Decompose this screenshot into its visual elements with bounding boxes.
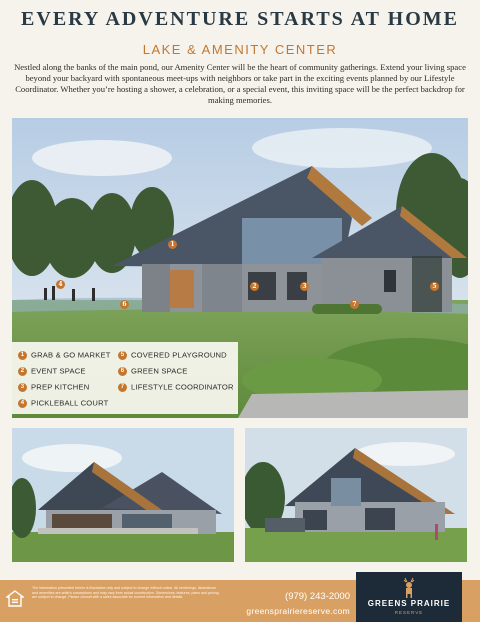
number-badge: 4: [18, 399, 27, 408]
page-title: EVERY ADVENTURE STARTS AT HOME: [21, 8, 459, 30]
amenity-item: 3 PREP KITCHEN: [18, 382, 89, 392]
hero-marker: 2: [250, 282, 259, 291]
hero-marker: 3: [300, 282, 309, 291]
hero-marker: 4: [56, 280, 65, 289]
hero-marker: 5: [430, 282, 439, 291]
brand-subtitle: RESERVE: [394, 610, 424, 615]
legal-disclaimer: The information presented herein is illustrative only and subject to change without notice. All renderings, illustrations and amenities are artist's conceptions and may vary from actual construction. Dimensions, features, plans and pricing are subject to change. Please consult with a sales associate for current information and details.: [32, 586, 219, 600]
intro-paragraph: Nestled along the banks of the main pond, our Amenity Center will be the heart of community gatherings. Extend your living space beyond your backyard with spontaneous meet-ups with neighbors or take part in the exciting events planned by our Lifestyle Coordinator. Whether you’re hosting a shower, a celebration, or a special event, this inviting space will be the perfect backdrop for making memories.: [14, 62, 466, 105]
section-subtitle: LAKE & AMENITY CENTER: [142, 42, 338, 57]
website-link[interactable]: greensprairiereserve.com: [246, 606, 350, 616]
number-badge: 7: [118, 383, 127, 392]
number-badge: 2: [18, 367, 27, 376]
phone-number[interactable]: (979) 243-2000: [285, 591, 350, 602]
brand-name: GREENS PRAIRIE: [367, 599, 451, 608]
number-badge: 1: [18, 351, 27, 360]
number-badge: 5: [118, 351, 127, 360]
number-badge: 3: [18, 383, 27, 392]
amenity-item: 1 GRAB & GO MARKET: [18, 350, 111, 360]
number-badge: 6: [118, 367, 127, 376]
amenity-item: 2 EVENT SPACE: [18, 366, 86, 376]
hero-marker: 1: [168, 240, 177, 249]
hero-marker: 7: [350, 300, 359, 309]
brand-logo: [356, 572, 462, 622]
equal-housing-icon: [6, 590, 24, 608]
amenity-legend: [12, 342, 238, 414]
rendering-thumbnail-right: [245, 428, 467, 562]
lifestyle-center-illustration: [245, 428, 467, 562]
amenity-item: 5 COVERED PLAYGROUND: [118, 350, 227, 360]
amenity-item: 6 GREEN SPACE: [118, 366, 188, 376]
hero-marker: 6: [120, 300, 129, 309]
rendering-thumbnail-left: [12, 428, 234, 562]
amenity-item: 7 LIFESTYLE COORDINATOR: [118, 382, 234, 392]
page-header: [0, 0, 480, 40]
pavilion-illustration: [12, 428, 234, 562]
deer-icon: [400, 576, 418, 598]
amenity-item: 4 PICKLEBALL COURT: [18, 398, 108, 408]
